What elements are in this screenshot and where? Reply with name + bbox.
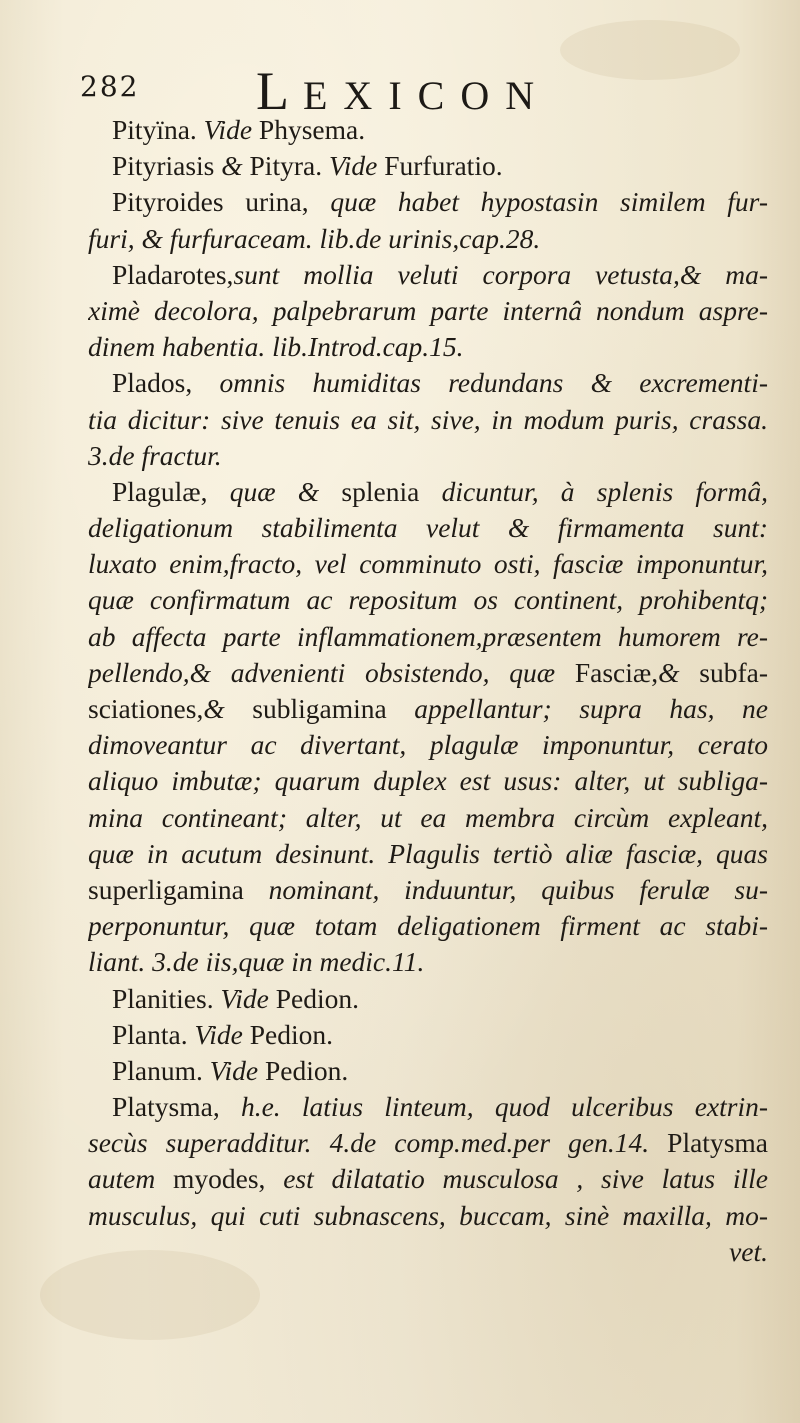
roman-text: subfa- (679, 656, 768, 688)
italic-text: quæ confirmatum ac repositum os continent, prohibentq; (88, 584, 768, 616)
text-line (88, 619, 768, 655)
roman-text: Platysma, (112, 1091, 241, 1123)
italic-text: dimoveantur ac divertant, plagulæ imponuntur, cerato (88, 729, 768, 761)
italic-text: h.e. latius linteum, quod ulceribus extrin- (240, 1091, 768, 1123)
entry-first-line (88, 1017, 768, 1053)
italic-text: luxato enim,fracto, vel comminuto osti, fasciæ imponuntur, (88, 548, 768, 580)
page-number: 282 (80, 70, 140, 103)
italic-text: Vide (203, 114, 253, 145)
italic-text: Vide (328, 150, 378, 182)
italic-text: ab affecta parte inflammationem,præsentem humorem re- (88, 620, 768, 652)
entry-first-line (88, 474, 768, 510)
italic-text: quæ in acutum desinunt. Plagulis tertiò aliæ fasciæ, quas (88, 837, 768, 869)
italic-text: dicuntur, à splenis formâ, (441, 475, 768, 507)
italic-text: nominant, induuntur, quibus ferulæ su- (268, 873, 768, 905)
roman-text: Platysma (649, 1127, 768, 1159)
italic-text: appellantur; supra has, ne (414, 693, 768, 724)
text-line (88, 763, 768, 799)
text-line (88, 872, 768, 908)
roman-text: Plados, (112, 367, 220, 399)
italic-text: sunt mollia veluti corpora vetusta,& ma- (233, 258, 768, 290)
roman-text: Pityroides urina, (112, 186, 331, 218)
text-line (88, 402, 768, 438)
entry-first-line (88, 257, 768, 293)
text-line (88, 800, 768, 836)
roman-text: splenia (319, 475, 442, 507)
italic-text: mina contineant; alter, ut ea membra circùm expleant, (88, 801, 768, 833)
italic-text: quæ & (229, 475, 320, 507)
italic-text: & (203, 693, 225, 724)
roman-text: myodes, (155, 1163, 284, 1195)
italic-text: & (658, 656, 680, 688)
text-line (88, 1161, 768, 1197)
running-title-initial: L (256, 61, 303, 121)
roman-text: Planta. (112, 1018, 195, 1050)
italic-text: 3.de fractur. (88, 439, 222, 471)
text-line (88, 944, 768, 980)
italic-text: ximè decolora, palpebrarum parte internâ nondum aspre- (88, 294, 768, 326)
running-title-rest: EXICON (303, 73, 551, 118)
italic-text: Vide (194, 1018, 243, 1050)
roman-text: Pityriasis (112, 150, 222, 182)
italic-text: liant. 3.de iis,quæ in medic.11. (88, 946, 425, 978)
text-line (88, 329, 768, 365)
text-line (88, 691, 768, 727)
italic-text: deligationum stabilimenta velut & firmamenta sunt: (88, 512, 768, 544)
italic-text: secùs superadditur. 4.de comp.med.per gen.14. (88, 1127, 650, 1159)
text-line (88, 221, 768, 257)
entry-first-line (88, 365, 768, 401)
italic-text: dinem habentia. lib.Introd.cap.15. (88, 331, 464, 363)
dictionary-text (88, 112, 768, 1270)
text-line (88, 293, 768, 329)
roman-text: Planities. (112, 982, 221, 1014)
page-header (80, 58, 740, 120)
italic-text: Vide (220, 982, 269, 1014)
text-line (88, 1125, 768, 1161)
roman-text: Fasciæ, (555, 656, 659, 688)
text-line (88, 727, 768, 763)
roman-text: sciationes, (88, 693, 204, 724)
entry-first-line (88, 981, 768, 1017)
text-line (88, 1234, 768, 1270)
text-line (88, 908, 768, 944)
italic-text: & (221, 150, 243, 182)
text-line (88, 1198, 768, 1234)
italic-text: perponuntur, quæ totam deligationem firment ac stabi- (88, 910, 768, 942)
roman-text: Pityra. (242, 150, 329, 182)
roman-text: Pedion. (268, 982, 359, 1014)
text-line (88, 582, 768, 618)
roman-text: Pedion. (242, 1018, 333, 1050)
italic-text: Vide (209, 1054, 259, 1086)
entry-first-line (88, 184, 768, 220)
entry-first-line (88, 1053, 768, 1089)
roman-text: Pityïna. (112, 114, 204, 145)
roman-text: Pedion. (258, 1054, 349, 1086)
entry-first-line (88, 112, 768, 148)
italic-text: est dilatatio musculosa , sive latus ille (283, 1163, 768, 1195)
italic-text: autem (88, 1163, 156, 1195)
italic-text: omnis humiditas redundans & excrementi- (219, 367, 768, 399)
italic-text: pellendo,& advenienti obsistendo, quæ (88, 656, 556, 688)
text-line (88, 655, 768, 691)
roman-text: Planum. (112, 1054, 210, 1086)
italic-text: quæ habet hypostasin similem fur- (330, 186, 768, 218)
roman-text: superligamina (88, 873, 269, 905)
entry-first-line (88, 148, 768, 184)
italic-text: tia dicitur: sive tenuis ea sit, sive, in modum puris, crassa. (88, 403, 768, 435)
text-line (88, 510, 768, 546)
italic-text: vet. (729, 1235, 768, 1267)
entry-first-line (88, 1089, 768, 1125)
roman-text: Physema. (252, 114, 366, 145)
roman-text: subligamina (224, 693, 415, 724)
text-line (88, 438, 768, 474)
roman-text: Plagulæ, (112, 475, 230, 507)
roman-text: Furfuratio. (377, 150, 503, 182)
text-line (88, 546, 768, 582)
italic-text: aliquo imbutæ; quarum duplex est usus: alter, ut subliga- (88, 765, 768, 797)
italic-text: furi, & furfuraceam. lib.de urinis,cap.28. (88, 222, 541, 254)
italic-text: musculus, qui cuti subnascens, buccam, sinè maxilla, mo- (88, 1199, 768, 1231)
text-line (88, 836, 768, 872)
roman-text: Pladarotes, (112, 258, 234, 290)
